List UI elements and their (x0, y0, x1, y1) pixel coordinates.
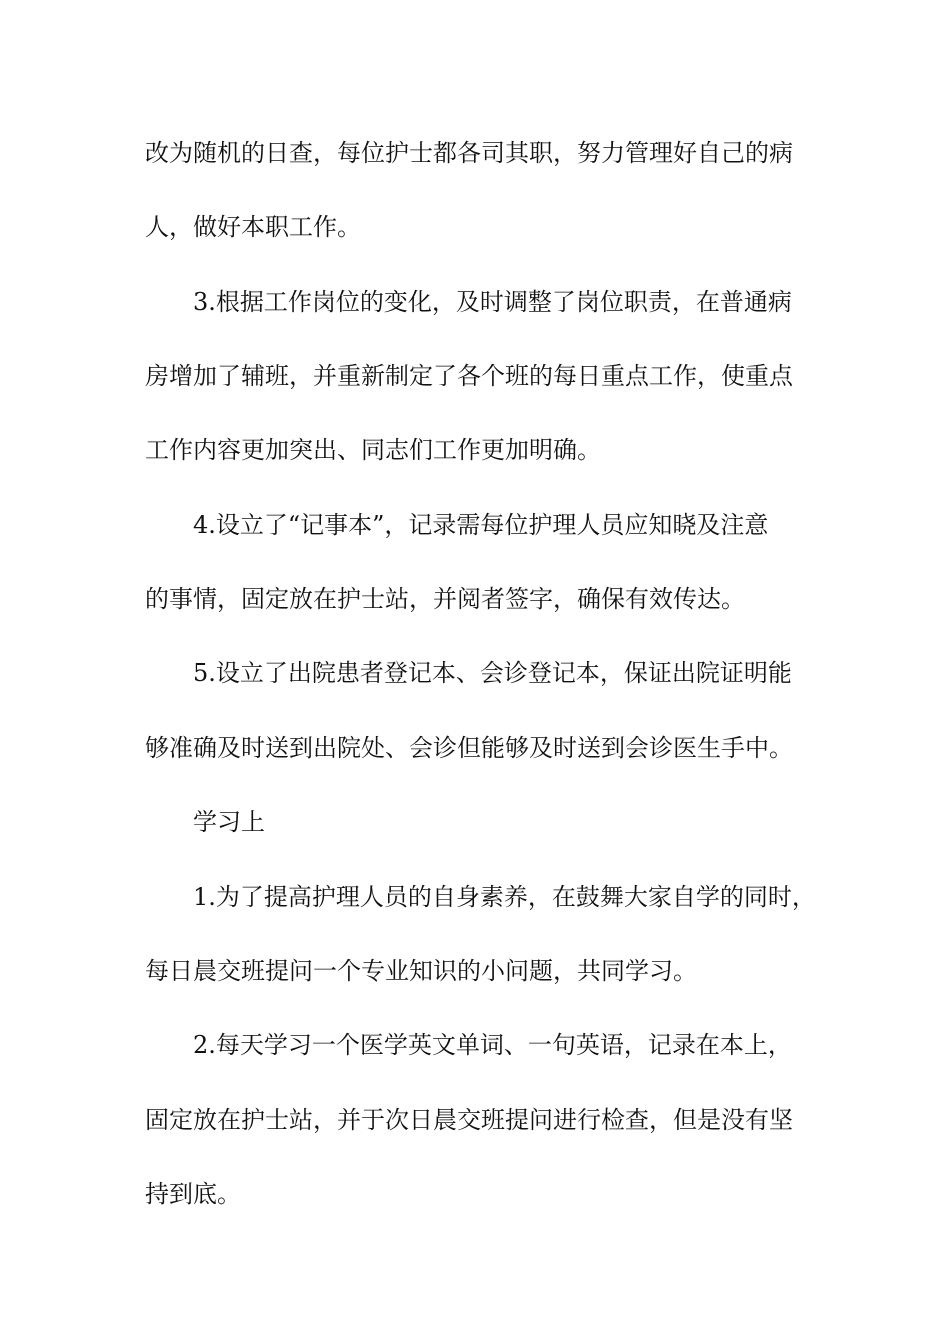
section-heading: 学习上 (193, 808, 265, 836)
list-item-3-line: 3.根据工作岗位的变化，及时调整了岗位职责，在普通病 (193, 288, 792, 316)
list-item-4-line: 4.设立了“记事本”，记录需每位护理人员应知晓及注意 (193, 511, 769, 539)
list-item-5-line: 5.设立了出院患者登记本、会诊登记本，保证出院证明能 (193, 659, 792, 687)
paragraph-line: 的事情，固定放在护士站，并阅者签字，确保有效传达。 (145, 585, 745, 613)
list-item-2-line: 2.每天学习一个医学英文单词、一句英语，记录在本上， (193, 1031, 792, 1059)
paragraph-line: 工作内容更加突出、同志们工作更加明确。 (145, 436, 601, 464)
paragraph-line: 改为随机的日查，每位护士都各司其职，努力管理好自己的病 (145, 139, 793, 167)
paragraph-line: 每日晨交班提问一个专业知识的小问题，共同学习。 (145, 957, 697, 985)
list-item-1-line: 1.为了提高护理人员的自身素养，在鼓舞大家自学的同时， (193, 883, 816, 911)
paragraph-line: 人，做好本职工作。 (145, 213, 361, 241)
paragraph-line: 够准确及时送到出院处、会诊但能够及时送到会诊医生手中。 (145, 734, 793, 762)
paragraph-line: 固定放在护士站，并于次日晨交班提问进行检查，但是没有坚 (145, 1106, 793, 1134)
paragraph-line: 房增加了辅班，并重新制定了各个班的每日重点工作，使重点 (145, 362, 793, 390)
paragraph-line: 持到底。 (145, 1180, 241, 1208)
